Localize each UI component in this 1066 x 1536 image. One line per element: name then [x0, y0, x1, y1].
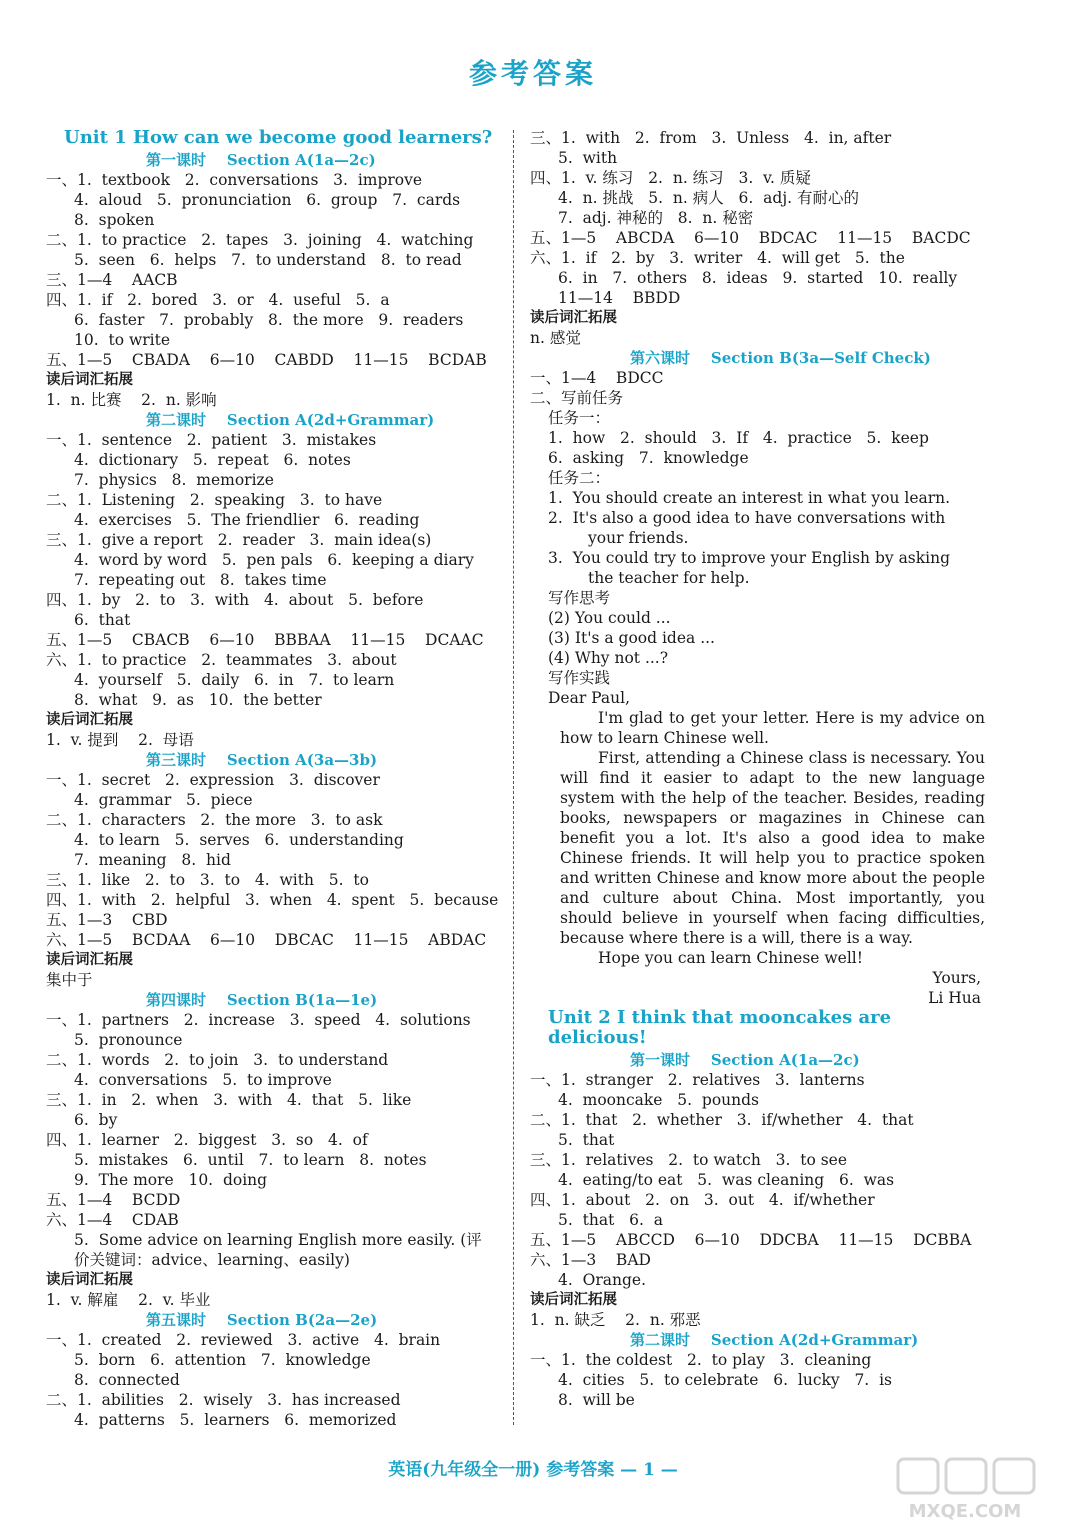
vocab-extension-heading: 读后词汇拓展	[46, 372, 133, 388]
answer-line: 1. n. 缺乏 2. n. 邪恶	[530, 1311, 701, 1329]
answer-line: 二、1. Listening 2. speaking 3. to have	[46, 491, 383, 509]
writing-line: (4) Why not ...?	[548, 649, 669, 667]
answer-line: 六、1. to practice 2. teammates 3. about	[46, 651, 397, 669]
answer-line: 6. faster 7. probably 8. the more 9. readers	[74, 311, 464, 329]
answer-line: 一、1—4 BDCC	[530, 369, 664, 387]
answer-line: 一、1. sentence 2. patient 3. mistakes	[46, 431, 377, 449]
answer-line: 4. conversations 5. to improve	[74, 1071, 332, 1089]
writing-line: Dear Paul,	[548, 689, 631, 707]
essay-paragraph: Hope you can learn Chinese well!	[598, 949, 863, 967]
answer-line: 4. to learn 5. serves 6. understanding	[74, 831, 404, 849]
vocab-extension-heading: 读后词汇拓展	[530, 1292, 617, 1308]
answer-line: 4. word by word 5. pen pals 6. keeping a diary	[74, 551, 474, 569]
answer-line: 8. what 9. as 10. the better	[74, 691, 322, 709]
unit-heading: Unit 2 I think that mooncakes are delicious!	[548, 1007, 892, 1048]
answer-line: 四、1. learner 2. biggest 3. so 4. of	[46, 1131, 368, 1149]
answer-line: 五、1—3 CBD	[46, 911, 168, 929]
answer-line: 一、1. the coldest 2. to play 3. cleaning	[530, 1351, 872, 1369]
answer-line: 8. will be	[558, 1391, 635, 1409]
answer-line: 4. eating/to eat 5. was cleaning 6. was	[558, 1171, 895, 1189]
answer-line: 二、1. abilities 2. wisely 3. has increased	[46, 1391, 401, 1409]
section-heading: 第一课时 Section A(1a—2c)	[630, 1051, 860, 1069]
unit-heading: Unit 1 How can we become good learners?	[64, 127, 493, 148]
answer-line: 4. patterns 5. learners 6. memorized	[74, 1411, 397, 1429]
answer-line: 5. mistakes 6. until 7. to learn 8. notes	[74, 1151, 427, 1169]
answer-line: 5. that	[558, 1131, 615, 1149]
answer-line: 五、1—5 ABCDA 6—10 BDCAC 11—15 BACDC	[530, 229, 971, 247]
answer-line: 7. repeating out 8. takes time	[74, 571, 327, 589]
section-heading: 第三课时 Section A(3a—3b)	[146, 751, 378, 769]
answer-line: 二、1. characters 2. the more 3. to ask	[46, 811, 383, 829]
essay-signoff: Yours,	[932, 969, 981, 987]
vocab-extension-heading: 读后词汇拓展	[46, 952, 133, 968]
answer-line: 4. aloud 5. pronunciation 6. group 7. cards	[74, 191, 461, 209]
answer-line: 5. with	[558, 149, 618, 167]
answer-line: 四、1. by 2. to 3. with 4. about 5. before	[46, 591, 424, 609]
writing-line: 2. It's also a good idea to have conversations with	[548, 509, 946, 527]
answer-line: 三、1. in 2. when 3. with 4. that 5. like	[46, 1091, 412, 1109]
answer-line: 4. cities 5. to celebrate 6. lucky 7. is	[558, 1371, 892, 1389]
vocab-extension-heading: 读后词汇拓展	[46, 1272, 133, 1288]
answer-line: 三、1. give a report 2. reader 3. main idea(s)	[46, 531, 432, 549]
answer-line: 11—14 BBDD	[558, 289, 681, 307]
writing-line: (2) You could ...	[548, 609, 671, 627]
answer-line: 4. Orange.	[558, 1271, 647, 1289]
writing-line: 写作思考	[548, 589, 611, 607]
answer-line: 5. pronounce	[74, 1031, 183, 1049]
answer-line: 6. that	[74, 611, 131, 629]
answer-line: 1. n. 比赛 2. n. 影响	[46, 391, 217, 409]
answer-line: 一、1. secret 2. expression 3. discover	[46, 771, 380, 789]
section-heading: 第一课时 Section A(1a—2c)	[146, 151, 376, 169]
writing-line: 6. asking 7. knowledge	[548, 449, 749, 467]
watermark-logo	[890, 1455, 1040, 1525]
writing-line: 任务二：	[548, 469, 611, 487]
answer-line: 8. connected	[74, 1371, 180, 1389]
answer-line: 六、1—4 CDAB	[46, 1211, 179, 1229]
answer-line: 六、1. if 2. by 3. writer 4. will get 5. the	[530, 249, 905, 267]
section-heading: 第二课时 Section A(2d+Grammar)	[146, 411, 435, 429]
answer-line: 4. n. 挑战 5. n. 病人 6. adj. 有耐心的	[558, 189, 859, 207]
answer-line: 10. to write	[74, 331, 171, 349]
writing-line: your friends.	[588, 529, 689, 547]
answer-line: 4. exercises 5. The friendlier 6. reading	[74, 511, 420, 529]
answer-line: 二、写前任务	[530, 389, 624, 407]
answer-line: 6. in 7. others 8. ideas 9. started 10. really	[558, 269, 958, 287]
answer-line: 7. physics 8. memorize	[74, 471, 274, 489]
answer-line: 4. dictionary 5. repeat 6. notes	[74, 451, 351, 469]
answer-line: 三、1—4 AACB	[46, 271, 178, 289]
writing-line: the teacher for help.	[588, 569, 750, 587]
answer-line: 三、1. with 2. from 3. Unless 4. in, after	[530, 129, 892, 147]
answer-line: 四、1. if 2. bored 3. or 4. useful 5. a	[46, 291, 390, 309]
answer-line: 7. meaning 8. hid	[74, 851, 231, 869]
answer-line: 五、1—4 BCDD	[46, 1191, 181, 1209]
answer-line: 5. born 6. attention 7. knowledge	[74, 1351, 371, 1369]
answer-line: 六、1—3 BAD	[530, 1251, 651, 1269]
writing-line: 写作实践	[548, 669, 611, 687]
answer-line: 5. seen 6. helps 7. to understand 8. to read	[74, 251, 462, 269]
left-column	[46, 128, 501, 1430]
answer-line: 1. v. 提到 2. 母语	[46, 731, 194, 749]
essay-paragraph: I'm glad to get your letter. Here is my advice on how to learn Chinese well.	[560, 709, 985, 747]
answer-line: 三、1. like 2. to 3. to 4. with 5. to	[46, 871, 369, 889]
answer-line: 一、1. created 2. reviewed 3. active 4. brain	[46, 1331, 441, 1349]
answer-line: 二、1. to practice 2. tapes 3. joining 4. watching	[46, 231, 474, 249]
answer-line: 4. grammar 5. piece	[74, 791, 253, 809]
answer-line: 6. by	[74, 1111, 118, 1129]
section-heading: 第二课时 Section A(2d+Grammar)	[630, 1331, 919, 1349]
writing-line: 任务一：	[548, 409, 611, 427]
watermark-text: MXQE.COM	[908, 1501, 1022, 1522]
writing-line: 3. You could try to improve your English by asking	[548, 549, 951, 567]
answer-line: 7. adj. 神秘的 8. n. 秘密	[558, 209, 754, 227]
vocab-extension-heading: 读后词汇拓展	[46, 712, 133, 728]
answer-line: 二、1. words 2. to join 3. to understand	[46, 1051, 389, 1069]
answer-line: 5. that 6. a	[558, 1211, 663, 1229]
answer-line: 五、1—5 CBACB 6—10 BBBAA 11—15 DCAAC	[46, 631, 484, 649]
answer-line: 价关键词：advice、learning、easily)	[74, 1251, 350, 1269]
page-footer: 英语(九年级全一册) 参考答案 — 1 —	[388, 1460, 678, 1480]
section-heading: 第六课时 Section B(3a—Self Check)	[630, 349, 931, 367]
column-divider	[513, 130, 514, 1425]
answer-line: 五、1—5 CBADA 6—10 CABDD 11—15 BCDAB	[46, 351, 487, 369]
answer-line: 二、1. that 2. whether 3. if/whether 4. that	[530, 1111, 914, 1129]
section-heading: 第五课时 Section B(2a—2e)	[146, 1311, 378, 1329]
vocab-extension-heading: 读后词汇拓展	[530, 310, 617, 326]
answer-line: 一、1. partners 2. increase 3. speed 4. solutions	[46, 1011, 471, 1029]
page-title: 参考答案	[468, 57, 597, 90]
answer-line: 一、1. textbook 2. conversations 3. improve	[46, 171, 423, 189]
answer-line: 四、1. with 2. helpful 3. when 4. spent 5. because	[46, 891, 499, 909]
answer-line: 5. Some advice on learning English more easily. (评	[74, 1231, 482, 1249]
answer-line: 三、1. relatives 2. to watch 3. to see	[530, 1151, 848, 1169]
answer-line: 四、1. about 2. on 3. out 4. if/whether	[530, 1191, 875, 1209]
essay-paragraph: First, attending a Chinese class is necessary. You will find it easier to adapt to the new language system with the help of the teacher. Besides, reading books, newspapers or magazines in Chinese can benefit you a lot. It's also a good idea to make Chinese friends. It will help you to practice spoken and written Chinese and know more about the people and culture about China. Most importantly, you should believe in yourself when facing difficulties, because where there is a will, there is a way.	[560, 749, 985, 947]
right-column	[530, 128, 985, 1410]
writing-line: 1. how 2. should 3. If 4. practice 5. keep	[548, 429, 929, 447]
answer-line: 4. mooncake 5. pounds	[558, 1091, 759, 1109]
section-heading: 第四课时 Section B(1a—1e)	[146, 991, 378, 1009]
answer-line: 六、1—5 BCDAA 6—10 DBCAC 11—15 ABDAC	[46, 931, 487, 949]
essay-signoff: Li Hua	[928, 989, 981, 1007]
answer-line: 1. v. 解雇 2. v. 毕业	[46, 1291, 211, 1309]
answer-line: 五、1—5 ABCCD 6—10 DDCBA 11—15 DCBBA	[530, 1231, 972, 1249]
answer-line: 四、1. v. 练习 2. n. 练习 3. v. 质疑	[530, 169, 811, 187]
answer-line: n. 感觉	[530, 329, 581, 347]
answer-line: 一、1. stranger 2. relatives 3. lanterns	[530, 1071, 865, 1089]
writing-line: (3) It's a good idea ...	[548, 629, 715, 647]
answer-line: 集中于	[46, 971, 93, 989]
answer-line: 8. spoken	[74, 211, 155, 229]
writing-line: 1. You should create an interest in what you learn.	[548, 489, 951, 507]
answer-line: 9. The more 10. doing	[74, 1171, 268, 1189]
answer-line: 4. yourself 5. daily 6. in 7. to learn	[74, 671, 395, 689]
